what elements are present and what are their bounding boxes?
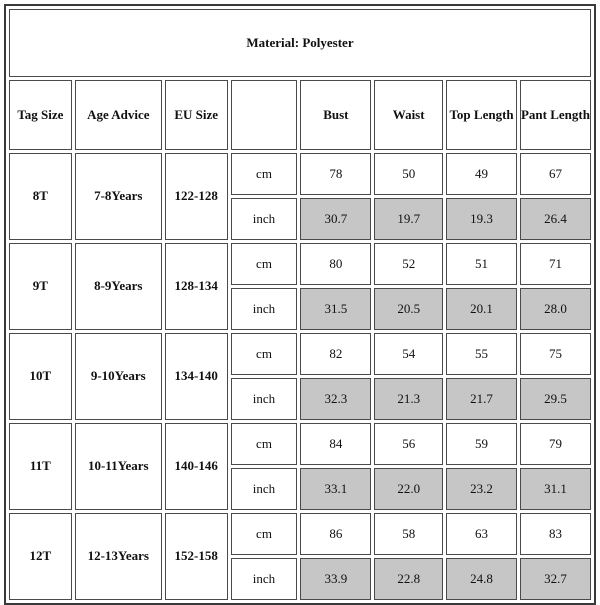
- pant-length-inch-cell: 28.0: [520, 288, 591, 330]
- unit-cm-cell: cm: [231, 153, 298, 195]
- header-waist: Waist: [374, 80, 443, 150]
- header-row: [9, 80, 591, 150]
- header-bust: Bust: [300, 80, 371, 150]
- top-length-inch-cell: 19.3: [446, 198, 517, 240]
- waist-inch-cell: 21.3: [374, 378, 443, 420]
- age-advice-cell: 9-10Years: [75, 333, 162, 420]
- waist-inch-cell: 22.0: [374, 468, 443, 510]
- bust-inch-cell: 32.3: [300, 378, 371, 420]
- unit-inch-cell: inch: [231, 558, 298, 600]
- bust-inch-cell: 33.9: [300, 558, 371, 600]
- header-unit: [231, 80, 298, 150]
- eu-size-cell: 134-140: [165, 333, 228, 420]
- waist-inch-cell: 22.8: [374, 558, 443, 600]
- waist-inch-cell: 20.5: [374, 288, 443, 330]
- tag-size-cell: 12T: [9, 513, 72, 600]
- unit-cm-cell: cm: [231, 423, 298, 465]
- age-advice-cell: 10-11Years: [75, 423, 162, 510]
- header-age-advice: Age Advice: [75, 80, 162, 150]
- bust-cm-cell: 82: [300, 333, 371, 375]
- top-length-inch-cell: 24.8: [446, 558, 517, 600]
- header-eu-size: EU Size: [165, 80, 228, 150]
- top-length-cm-cell: 55: [446, 333, 517, 375]
- top-length-cm-cell: 49: [446, 153, 517, 195]
- tag-size-cell: 11T: [9, 423, 72, 510]
- waist-inch-cell: 19.7: [374, 198, 443, 240]
- top-length-inch-cell: 21.7: [446, 378, 517, 420]
- top-length-cm-cell: 59: [446, 423, 517, 465]
- unit-cm-cell: cm: [231, 333, 298, 375]
- bust-cm-cell: 86: [300, 513, 371, 555]
- tag-size-cell: 10T: [9, 333, 72, 420]
- size-row-cm: [9, 423, 591, 465]
- eu-size-cell: 140-146: [165, 423, 228, 510]
- size-row-cm: [9, 513, 591, 555]
- unit-cm-cell: cm: [231, 513, 298, 555]
- size-row-cm: [9, 243, 591, 285]
- pant-length-cm-cell: 67: [520, 153, 591, 195]
- pant-length-inch-cell: 29.5: [520, 378, 591, 420]
- size-chart-table: [4, 4, 596, 605]
- tag-size-cell: 8T: [9, 153, 72, 240]
- pant-length-cm-cell: 83: [520, 513, 591, 555]
- header-pant-length: Pant Length: [520, 80, 591, 150]
- unit-inch-cell: inch: [231, 468, 298, 510]
- tag-size-cell: 9T: [9, 243, 72, 330]
- pant-length-inch-cell: 31.1: [520, 468, 591, 510]
- header-top-length: Top Length: [446, 80, 517, 150]
- pant-length-cm-cell: 71: [520, 243, 591, 285]
- unit-inch-cell: inch: [231, 198, 298, 240]
- eu-size-cell: 152-158: [165, 513, 228, 600]
- unit-inch-cell: inch: [231, 288, 298, 330]
- waist-cm-cell: 56: [374, 423, 443, 465]
- pant-length-cm-cell: 79: [520, 423, 591, 465]
- size-row-cm: [9, 153, 591, 195]
- waist-cm-cell: 58: [374, 513, 443, 555]
- bust-inch-cell: 31.5: [300, 288, 371, 330]
- pant-length-inch-cell: 26.4: [520, 198, 591, 240]
- material-title: Material: Polyester: [9, 9, 591, 77]
- age-advice-cell: 12-13Years: [75, 513, 162, 600]
- bust-cm-cell: 78: [300, 153, 371, 195]
- pant-length-cm-cell: 75: [520, 333, 591, 375]
- top-length-cm-cell: 63: [446, 513, 517, 555]
- eu-size-cell: 122-128: [165, 153, 228, 240]
- bust-cm-cell: 84: [300, 423, 371, 465]
- top-length-cm-cell: 51: [446, 243, 517, 285]
- bust-cm-cell: 80: [300, 243, 371, 285]
- top-length-inch-cell: 20.1: [446, 288, 517, 330]
- age-advice-cell: 8-9Years: [75, 243, 162, 330]
- top-length-inch-cell: 23.2: [446, 468, 517, 510]
- waist-cm-cell: 52: [374, 243, 443, 285]
- bust-inch-cell: 33.1: [300, 468, 371, 510]
- pant-length-inch-cell: 32.7: [520, 558, 591, 600]
- bust-inch-cell: 30.7: [300, 198, 371, 240]
- unit-inch-cell: inch: [231, 378, 298, 420]
- title-row: [9, 9, 591, 77]
- eu-size-cell: 128-134: [165, 243, 228, 330]
- size-row-cm: [9, 333, 591, 375]
- waist-cm-cell: 54: [374, 333, 443, 375]
- age-advice-cell: 7-8Years: [75, 153, 162, 240]
- header-tag-size: Tag Size: [9, 80, 72, 150]
- unit-cm-cell: cm: [231, 243, 298, 285]
- waist-cm-cell: 50: [374, 153, 443, 195]
